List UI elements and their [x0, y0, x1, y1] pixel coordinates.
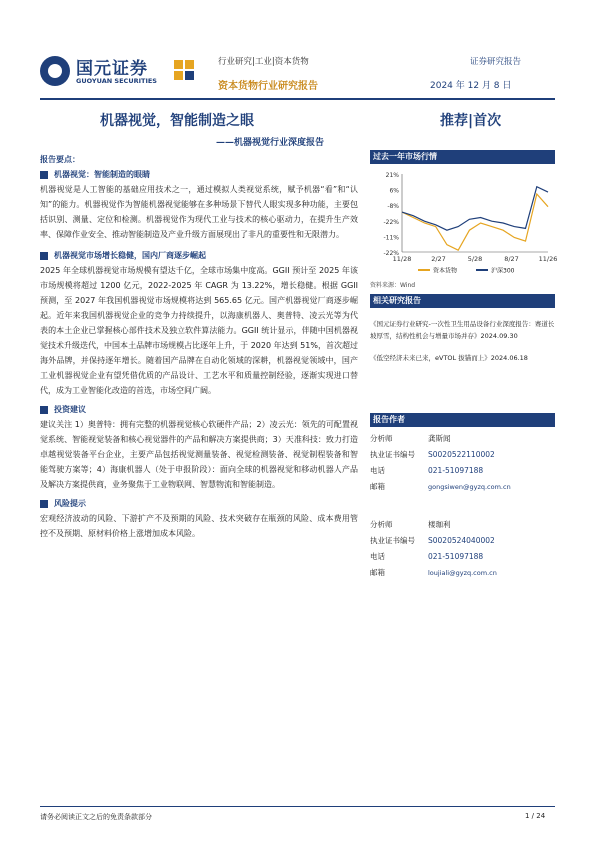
report-subtitle: ——机器视觉行业深度报告: [216, 138, 325, 148]
analyst-name: 楼珈利: [428, 520, 451, 529]
chart-source: 资料来源：Wind: [370, 282, 416, 289]
series-line: [402, 187, 548, 231]
header-divider: [40, 98, 555, 100]
y-tick-label: 6%: [389, 187, 399, 195]
main-content: [40, 152, 358, 541]
section-heading: 机器视觉：智能制造的眼睛: [40, 167, 358, 182]
y-tick-label: -11%: [383, 234, 399, 242]
bullet-square-icon: [40, 406, 48, 414]
analyst-license-row: 执业证书编号 S0020524040002: [370, 533, 555, 549]
report-date: 2024 年 12 月 8 日: [430, 81, 512, 91]
analyst-email-row: 邮箱 gongsiwen@gyzq.com.cn: [370, 479, 555, 495]
legend-label: 沪深300: [491, 267, 515, 275]
footer-divider: [40, 806, 555, 807]
market-chart: [370, 150, 558, 279]
analysts-heading: 报告作者: [370, 413, 555, 427]
y-tick-label: 21%: [385, 172, 399, 179]
key-points-heading: 报告要点：: [40, 155, 80, 164]
analyst-license: S0020522110002: [428, 450, 495, 459]
analyst-phone: 021-51097188: [428, 466, 484, 475]
y-tick-label: -8%: [387, 203, 399, 211]
analyst-phone-row: 电话 021-51097188: [370, 549, 555, 565]
page-number: 1 / 24: [525, 812, 546, 820]
related-heading: 相关研究报告: [370, 294, 555, 308]
logo-text-cn: 国元证券: [76, 59, 148, 79]
analyst-license-row: 执业证书编号 S0020522110002: [370, 447, 555, 463]
report-title: 机器视觉，智能制造之眼: [100, 113, 254, 129]
x-tick-label: 11/28: [392, 255, 412, 263]
section-paragraph: 宏观经济波动的风险、下游扩产不及预期的风险、技术突破存在瓶颈的风险、成本费用管控不及预期、原材料价格上涨增加成本风险。: [40, 514, 358, 538]
rating: 推荐|首次: [440, 113, 502, 129]
logo-text-en: GUOYUAN SECURITIES: [76, 77, 157, 85]
bullet-square-icon: [40, 500, 48, 508]
analyst-phone-row: 电话 021-51097188: [370, 463, 555, 479]
y-tick-label: -22%: [383, 250, 399, 257]
related-research: [370, 294, 555, 364]
chart-plot: [370, 164, 558, 279]
logo-emblem-icon: [40, 56, 70, 86]
report-series: 资本货物行业研究报告: [218, 81, 318, 92]
section-heading: 投资建议: [40, 402, 358, 417]
legend-label: 资本货物: [433, 267, 458, 275]
bullet-square-icon: [40, 252, 48, 260]
x-tick-label: 8/27: [504, 255, 519, 263]
company-logo: [40, 52, 200, 92]
report-category: 行业研究|工业|资本货物: [218, 57, 309, 67]
logo-mark-icon: [174, 60, 194, 82]
analyst-phone: 021-51097188: [428, 552, 484, 561]
series-line: [402, 194, 548, 250]
related-item[interactable]: 《低空经济未来已来，eVTOL 拔锚而上》2024.06.18: [370, 354, 528, 362]
section-paragraph: 建议关注 1）奥普特：拥有完整的机器视觉核心软硬件产品；2）凌云光：领先的可配置视觉系统、智能视觉装备和核心视觉器件的产品和解决方案提供商；3）天准科技：致力打造卓越视觉装备平台企业，主要产品包括视觉测量装备、视觉检测装备、视觉制程装备和智能驾驶方案等；4）海康机器人（处于申报阶段）：面向全球的机器视觉和移动机器人产品及解决方案提供商，业务聚焦于工业物联网、智慧物流和智能制造。: [40, 420, 358, 489]
section-heading: 机器视觉市场增长稳健，国内厂商逐步崛起: [40, 248, 358, 263]
analyst-email-row: 邮箱 loujiali@gyzq.com.cn: [370, 565, 555, 581]
section-heading: 风险提示: [40, 496, 358, 511]
y-tick-label: -22%: [383, 218, 399, 226]
section-paragraph: 机器视觉是人工智能的基础应用技术之一，通过模拟人类视觉系统，赋予机器“看”和“认知”的能力。机器视觉作为智能机器视觉能够在多种场景下替代人眼实现多种功能，主要包括识别、测量、定位和检测。机器视觉作为现代工业与技术的核心驱动力，在提升生产效率、保障作业安全、推动智能制造及产业升级方面展现出了非凡的重要性和无限潜力。: [40, 185, 358, 239]
section-paragraph: 2025 年全球机器视觉市场规模有望达千亿，全球市场集中度高。GGII 预计至 2025 年该市场规模将超过 1200 亿元，2022-2025 年 CAGR 为 13.22%，增长稳健。根据 GGII 预测，至 2027 年我国机器视觉市场规模将达到 565.65 亿元。国产机器视觉厂商逐步崛起。近年来我国机器视觉企业的竞争力持续提升，以海康机器人、奥普特、凌云光等为代表的本土企业已掌握核心部件技术及独立软件算法能力。GGII 统计显示，伴随中国机器视觉技术升级迭代，中国本土品牌市场规模占比逐年上升，于 2020 年达到 51%，首次超过海外品牌，并保持逐年增长。随着国产品牌在自动化领域的深耕，机器视觉领域中，国产工业机器视觉企业有望凭借优质的产品设计、工艺水平和质量控制经验，逐渐实现进口替代，成为工业智能化改造的首选，市场空间广阔。: [40, 266, 358, 395]
analyst-email-link[interactable]: loujiali@gyzq.com.cn: [428, 569, 497, 577]
chart-title: 过去一年市场行情: [370, 150, 555, 164]
x-tick-label: 5/28: [467, 255, 483, 263]
analyst-name: 龚斯闻: [428, 434, 451, 443]
report-type: 证券研究报告: [470, 57, 522, 67]
related-item[interactable]: 《国元证券行业研究-一次性卫生用品设备行业深度报告：赛道长坡厚雪，结构性机会与增量市场并存》2024.09.30: [370, 320, 555, 340]
x-tick-label: 2/27: [431, 255, 446, 263]
analyst-license: S0020524040002: [428, 536, 495, 545]
bullet-square-icon: [40, 171, 48, 179]
x-tick-label: 11/26: [538, 255, 558, 263]
analyst-name-row: 分析师 龚斯闻: [370, 431, 555, 447]
analyst-name-row: 分析师 楼珈利: [370, 517, 555, 533]
analysts: [370, 413, 555, 581]
footer-disclaimer: 请务必阅读正文之后的免责条款部分: [40, 813, 152, 821]
analyst-email-link[interactable]: gongsiwen@gyzq.com.cn: [428, 483, 511, 491]
